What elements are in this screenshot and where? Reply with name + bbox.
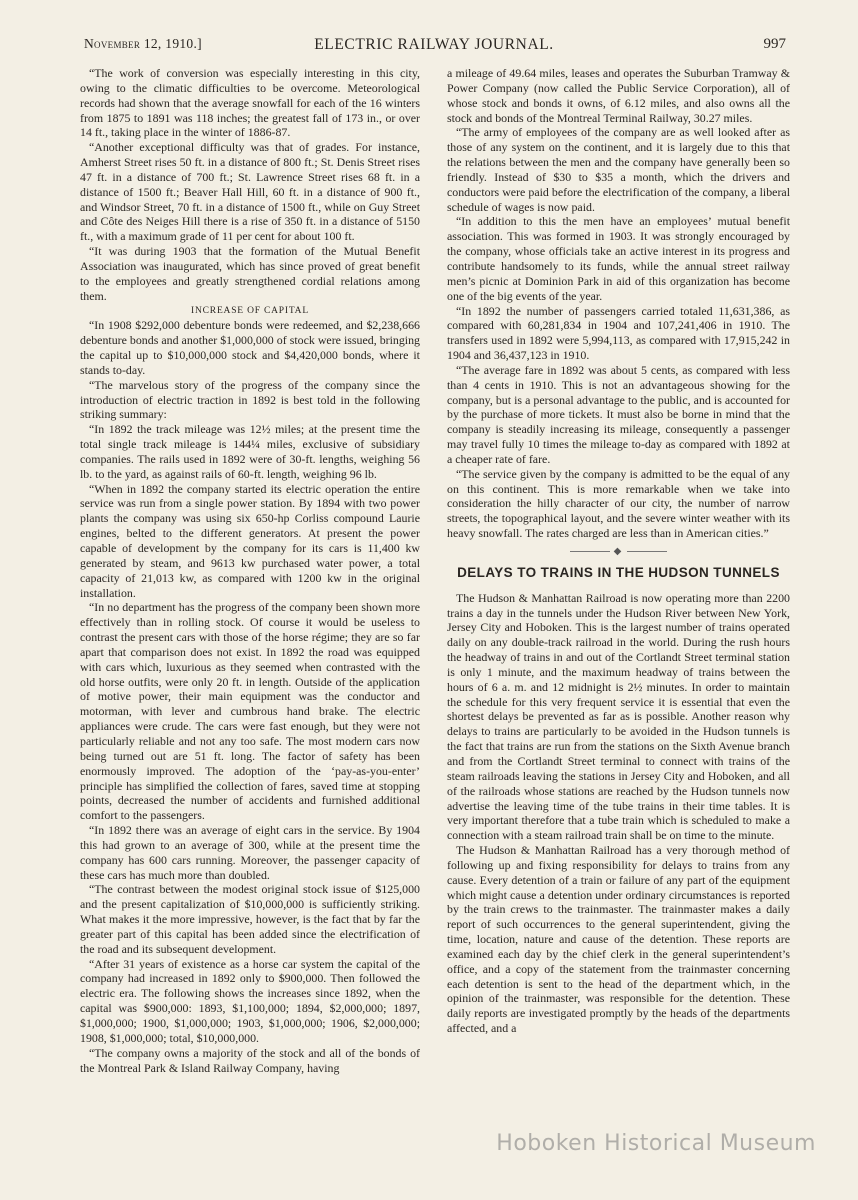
header-date: November 12, 1910.] [84,36,202,51]
page-header [62,36,806,58]
paragraph: “The contrast between the modest original stock issue of $125,000 and the present capitalization of $10,000,000 is sufficiently striking. What makes it the more impressive, however, is the fact that by far the greater part of this capital has been added since the electrification of the road and its subsequent development. [80,882,420,956]
paragraph: “The average fare in 1892 was about 5 cents, as compared with less than 4 cents in 1910. This is not an advantageous showing for the company, but is a personal advantage to the public, and is accounted for by the purchase of more tickets. It must also be borne in mind that the company is steadily increasing its mileage, consequently a passenger may travel fully 10 times the mileage to-day as compared with 1892 at a cheaper rate of fare. [447,362,790,466]
paragraph: “In 1892 the track mileage was 12½ miles; at the present time the total single track mileage is 144¼ miles, exclusive of subsidiary companies. The rails used in 1892 were of 30-ft. lengths, weighing 56 lb. to the yard, as against rails of 60-ft. length, weighing 96 lb. [80,422,420,481]
paragraph: “In 1892 the number of passengers carried totaled 11,631,386, as compared with 60,281,834 in 1904 and 107,241,406 in 1910. The transfers used in 1892 were 5,994,113, as compared with 17,915,242 in 1904 and 36,437,123 in 1910. [447,303,790,363]
paragraph: “The work of conversion was especially interesting in this city, owing to the climatic difficulties to be overcome. Meteorological records had shown that the average snowfall for each of the 16 winters from 1875 to 1891 was 118 inches; the greatest fall of 173 in., or over 14 ft., taking place in the winter of 1886-87. [80,66,420,140]
paragraph: “The service given by the company is admitted to be the equal of any on this continent. This is more remarkable when we take into consideration the hilly character of our city, the number of narrow streets, the topographical layout, and the severe winter weather with its heavy snowfall. The rates charged are less than in American cities.” [447,466,790,541]
paragraph: “In 1892 there was an average of eight cars in the service. By 1904 this had grown to an average of 300, while at the present time the company has 600 cars running. Moreover, the passenger capacity of these cars has much more than doubled. [80,823,420,882]
article-title: DELAYS TO TRAINS IN THE HUDSON TUNNELS [457,564,780,580]
paragraph: “In no department has the progress of the company been shown more effectively than in rolling stock. Of course it would be useless to contrast the present cars with those of the horse régime; they are so far apart that comparison does not exist. In 1892 the road was equipped with cars which, luxurious as they seemed when contrasted with the old horse outfits, were only 20 ft. in length. Outside of the application of motive power, their main equipment was the conductor and motorman, with lever and cumbrous hand brake. The electric appliances were crude. The cars were fast enough, but they were not particularly reliable and not any too safe. The most modern cars now being turned out are 51 ft. long. The factor of safety has been enormously improved. The adoption of the ‘pay-as-you-enter’ principle has simplified the collection of fares, saved time at stopping points, decreased the number of accidents and furnished additional comfort to the passengers. [80,600,420,823]
paragraph: a mileage of 49.64 miles, leases and operates the Suburban Tramway & Power Company (now called the Public Service Corporation), all of whose stock and bonds it owns, of 6.12 miles, and also owns all the stock and bonds of the Montreal Terminal Railway, 30.27 miles. [447,66,790,125]
section-divider-ornament: ◆ [447,545,790,560]
paragraph: The Hudson & Manhattan Railroad has a very thorough method of following up and fixing responsibility for delays to trains from any cause. Every detention of a train or failure of any part of the equipment which might cause a detention under ordinary circumstances is reported by the train crews to the trainmaster. The trainmaster makes a daily report of such occurrences to the general superintendent, giving the time, location, nature and cause of the detention. These reports are examined each day by the chief clerk in the general superintendent’s office, and a copy of the statement from the trainmaster concerning each detention is sent to the head of the department which, in the opinion of the trainmaster, was responsible for the detention. These daily reports are investigated promptly by the heads of the departments affected, and a [447,843,790,1036]
journal-title: ELECTRIC RAILWAY JOURNAL. [314,36,554,53]
section-subhead: INCREASE OF CAPITAL [191,305,309,316]
paragraph: “After 31 years of existence as a horse car system the capital of the company had increased in 1892 only to $900,000. Then followed the electric era. The following shows the increases since 1892, when the capital was $900,000: 1893, $1,100,000; 1894, $2,000,000; 1897, $1,000,000; 1900, $1,000,000; 1903, $1,000,000; 1906, $2,000,000; 1908, $1,000,000; total, $10,000,000. [80,956,420,1045]
paragraph: The Hudson & Manhattan Railroad is now operating more than 2200 trains a day in the tunnels under the Hudson River between New York, Jersey City and Hoboken. This is the largest number of trains operated daily on any double-track railroad in the world. During the rush hours the headway of trains in and out of the Cortlandt Street terminal station is only 1 minute, and the maximum headway of trains between the hours of 6 a. m. and 12 midnight is 2½ minutes. In order to maintain the schedule for this very frequent service it is essential that even the shortest delays be prevented as far as is possible. Another reason why delays to trains are particularly to be avoided in the Hudson tunnels is the fact that trains are run from the stations on the Sixth Avenue branch and from the Cortlandt Street terminal to connect with trains of the steam railroads leaving the stations in Jersey City and Hoboken, and all of the railroads whose stations are reached by the Hudson tunnels now advertise the leaving time of the tube trains in their time tables. It is very important therefore that a tube train which is scheduled to make a connection with a steam railroad train shall be on time to the minute. [447,590,790,843]
paragraph: “The marvelous story of the progress of the company since the introduction of electric traction in 1892 is best told in the following striking summary: [80,377,420,422]
page-number: 997 [763,36,786,52]
paragraph: “Another exceptional difficulty was that of grades. For instance, Amherst Street rises 50 ft. in a distance of 800 ft.; St. Denis Street rises 47 ft. in a distance of 700 ft.; St. Lawrence Street rises 68 ft. in a distance of 1500 ft.; Beaver Hall Hill, 60 ft. in a distance of 900 ft., and Windsor Street, 70 ft. in a distance of 1500 ft., while on Guy Street and Côte des Neiges Hill there is a rise of 350 ft. in a distance of 5150 ft., with a maximum grade of 11 per cent for about 100 ft. [80,140,420,244]
right-column [447,66,790,1036]
paragraph: “The company owns a majority of the stock and all of the bonds of the Montreal Park & Island Railway Company, having [80,1045,420,1075]
paragraph: “In addition to this the men have an employees’ mutual benefit association. This was formed in 1903. It was strongly encouraged by the company, whose officials take an active interest in its progress and contribute handsomely to its funds, while the annual street railway men’s picnic at Dominion Park in aid of this organization has become one of the big events of the year. [447,214,790,303]
watermark: Hoboken Historical Museum [496,1131,816,1156]
left-column [80,66,420,1075]
paragraph: “When in 1892 the company started its electric operation the entire service was run from a single power station. By 1894 with two power plants the company was using six 650-hp Corliss compound Laurie engines, belted to the different generators. At present the power capable of development by the company for its cars is 11,400 kw generated by steam, and 9613 kw purchased water power, a total capacity of 21,013 kw, as compared with 1200 kw in the original installation. [80,481,420,600]
paragraph: “In 1908 $292,000 debenture bonds were redeemed, and $2,238,666 debenture bonds and another $1,000,000 of stock were issued, bringing the capital up to $10,000,000 stock and $4,420,000 bonds, where it stands to-day. [80,318,420,377]
paragraph: “It was during 1903 that the formation of the Mutual Benefit Association was inaugurated, which has since proved of great benefit to the employees and greatly strengthened cordial relations among them. [80,244,420,303]
paragraph: “The army of employees of the company are as well looked after as those of any system on the continent, and it is largely due to this that the relations between the men and the company have generally been so friendly. Instead of $30 to $35 a month, which the drivers and conductors were paid before the electrification of the company, a liberal schedule of wages is now paid. [447,125,790,214]
